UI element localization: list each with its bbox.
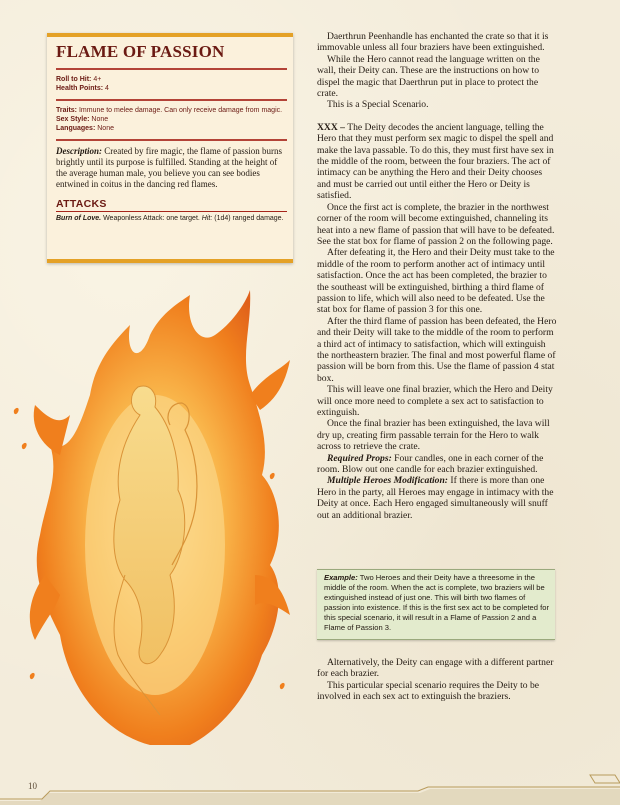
flame-illustration <box>0 275 300 775</box>
attack-hit-label: Hit: <box>201 215 213 222</box>
closing-text <box>317 657 557 703</box>
description <box>56 146 287 190</box>
paragraph-label: Required Props: <box>327 452 392 464</box>
paragraph: Daerthrun Peenhandle has enchanted the crate so that it is immovable unless all four braziers have been extinguished. <box>317 31 549 54</box>
health-value: 4 <box>105 85 109 92</box>
sex-style-value: None <box>91 116 109 123</box>
divider <box>56 139 287 141</box>
languages <box>56 124 287 133</box>
paragraph-text: Four candles, one in each corner of the room. Blow out one candle for each brazier extinguished. <box>317 452 544 476</box>
roll-to-hit-value: 4+ <box>93 76 102 83</box>
callout-text: Two Heroes and their Deity have a threesome in the middle of the room. When the act is complete, two braziers will be extinguished instead of just one. This will birth two flames of passion into existence. If this is the first sex act to be completed for this special scenario, it will result in a Flame of Passion 2 and a Flame of Passion 3. <box>324 573 549 632</box>
stat-block <box>47 33 293 263</box>
divider <box>56 68 287 70</box>
paragraph: After defeating it, the Hero and their Deity must take to the middle of the room to perform another act of intimacy until satisfaction. Once the act has been completed, the brazier to the southeast will be extinguished, birthing a third flame of passion to life, which will also need to be defeated. Use the stat box for flame of passion 3 for this one. <box>317 247 555 316</box>
paragraph: Once the first act is complete, the brazier in the northwest corner of the room will become extinguished, channeling its heat into a new flame of passion that will have to be defeated. See the stat box for flame of passion 2 on the following page. <box>317 201 555 247</box>
description-label: Description: <box>56 146 102 156</box>
example-callout <box>317 569 555 640</box>
paragraph <box>317 453 557 476</box>
description-text: Created by fire magic, the flame of passion burns brightly until its purpose is fulfilled. Standing at the height of the average human male, you believe you can see bodies entwined in coitus in the dancing red flames. <box>56 146 282 189</box>
sex-style-label: Sex Style: <box>56 116 90 123</box>
paragraph <box>317 122 557 202</box>
attack-name: Burn of Love. <box>56 215 102 222</box>
paragraph: This will leave one final brazier, which the Hero and Deity will once more need to complete a sex act to satisfaction to extinguish. <box>317 384 553 418</box>
paragraph: After the third flame of passion has been defeated, the Hero and their Deity will take to the middle of the room to perform a third act of intimacy to satisfaction, which will extinguish the northeastern brazier. The final and most powerful flame of passion will be born from this. Use the flame of passion 4 stat box. <box>317 315 557 384</box>
paragraph-text: The Deity decodes the ancient language, telling the Hero that they must perform sex magic to dispel the spell and make the lava passable. To do this, they must first have sex in the middle of the room, between the four braziers. The act of intimacy can be anything the Hero and their Deity chooses and must be carried out until either the Hero or Deity is satisfied. <box>317 121 554 202</box>
attack-text: Weaponless Attack: one target. <box>103 215 200 222</box>
paragraph: Alternatively, the Deity can engage with a different partner for each brazier. <box>317 657 554 680</box>
attacks-heading: ATTACKS <box>56 198 107 210</box>
paragraph: While the Hero cannot read the language written on the wall, their Deity can. These are the instructions on how to dispel the magic that Daerthrun put in place to protect the crate. <box>317 53 540 100</box>
stat-block-title: FLAME OF PASSION <box>56 42 225 61</box>
languages-label: Languages: <box>56 125 96 132</box>
health-label: Health Points: <box>56 85 104 92</box>
paragraph-lead: XXX – <box>317 121 345 133</box>
paragraph-text: If there is more than one Hero in the party, all Heroes may engage in intimacy with the Deity at once. Each Hero engaged simultaneously will snuff out an additional brazier. <box>317 475 554 521</box>
roll-to-hit-label: Roll to Hit: <box>56 76 92 83</box>
paragraph: This particular special scenario requires the Deity to be involved in each sex act to extinguish the braziers. <box>317 679 540 703</box>
attack-damage: (1d4) ranged damage. <box>214 215 284 222</box>
languages-value: None <box>97 125 114 132</box>
page-number: 10 <box>28 781 37 791</box>
traits <box>56 106 287 115</box>
traits-label: Traits: <box>56 107 78 114</box>
sex-style <box>56 115 287 124</box>
callout-label: Example: <box>324 573 358 582</box>
paragraph: Once the final brazier has been extinguished, the lava will dry up, creating firm passable terrain for the Hero to walk across to retrieve the crate. <box>317 418 550 453</box>
body-text <box>317 31 557 521</box>
page-footer-decoration <box>0 765 620 805</box>
paragraph: This is a Special Scenario. <box>327 99 429 111</box>
divider <box>56 211 287 212</box>
paragraph <box>317 475 557 521</box>
health-points <box>56 84 287 93</box>
attack-entry <box>56 214 287 224</box>
roll-to-hit <box>56 75 287 84</box>
traits-value: Immune to melee damage. Can only receive damage from magic. <box>78 107 283 114</box>
paragraph-label: Multiple Heroes Modification: <box>327 475 448 487</box>
divider <box>56 99 287 101</box>
